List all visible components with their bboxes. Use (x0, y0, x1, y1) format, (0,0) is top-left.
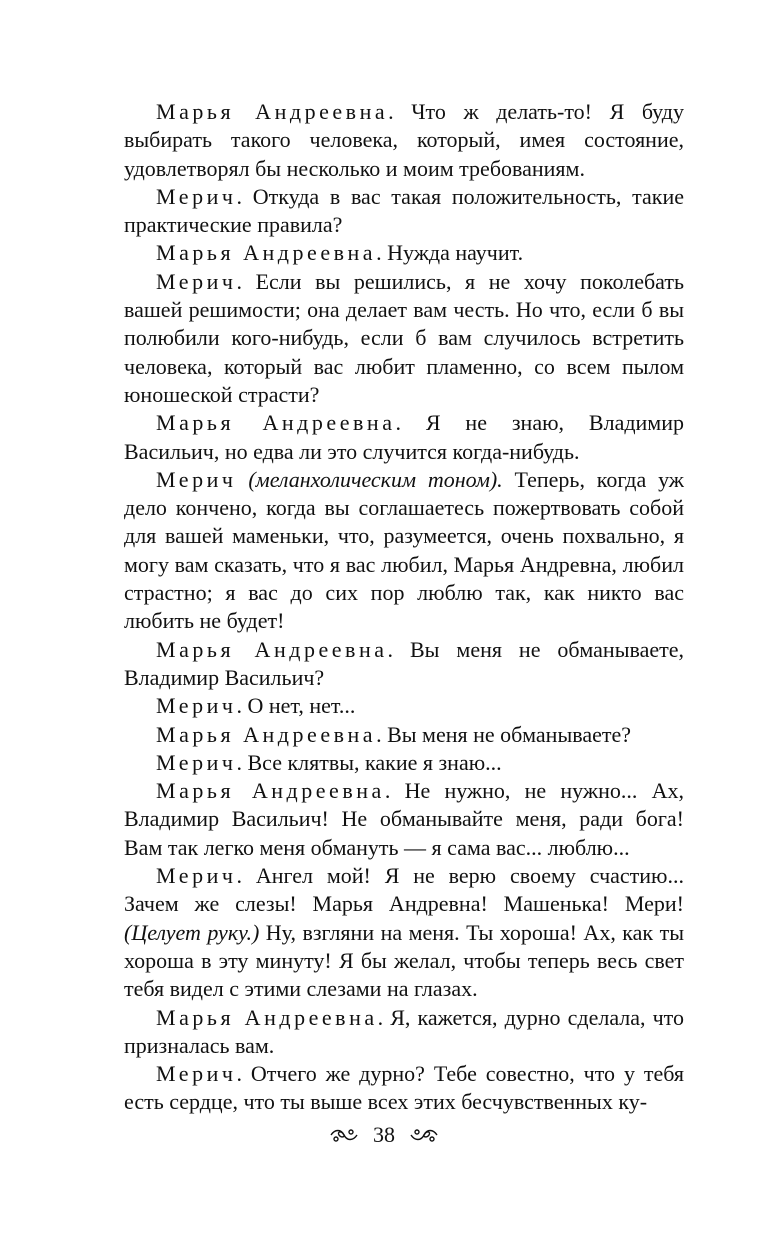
line-text: . О нет, нет... (236, 693, 356, 719)
dialogue-paragraph (124, 636, 684, 693)
dialogue-paragraph (124, 1004, 684, 1061)
line-text: . Вы меня не обманываете, Владимир Васильич? (124, 636, 684, 690)
dialogue-text (124, 98, 684, 1117)
speaker-name: Марья Андреевна (156, 240, 377, 266)
stage-direction: (Целует руку.) (124, 919, 260, 945)
dialogue-paragraph (124, 777, 684, 862)
line-text: . Я не знаю, Владимир Васильич, но едва ли это случится когда-нибудь. (124, 410, 684, 464)
line-text: . Что ж делать-то! Я буду выбирать такого человека, который, имея состояние, удовлетворял бы несколько и моим требованиям. (124, 99, 684, 181)
line-text: Ну, взгляни на меня. Ты хороша! Ах, как ты хороша в эту минуту! Я бы желал, чтобы теперь весь свет тебя видел с этими слезами на глазах. (124, 919, 684, 1002)
dialogue-paragraph (124, 268, 684, 409)
speaker-name: Марья Андреевна (156, 99, 389, 124)
line-text: . Не нужно, не нужно... Ах, Владимир Васильич! Не обманывайте меня, ради бога! Вам так легко меня обмануть — я сама вас... люблю... (124, 778, 684, 860)
dialogue-paragraph (124, 721, 684, 749)
speaker-name: Мерич (156, 268, 237, 294)
ornament-right-icon (409, 1126, 439, 1144)
dialogue-paragraph (124, 749, 684, 777)
speaker-name: Марья Андреевна (156, 721, 377, 747)
line-text: . Нужда научит. (376, 240, 524, 266)
ornament-left-icon (329, 1126, 359, 1144)
line-text: . Отчего же дурно? Тебе совестно, что у тебя есть сердце, что ты выше всех этих бесчувственных ку- (124, 1061, 684, 1115)
dialogue-paragraph (124, 98, 684, 183)
page-footer (0, 1122, 768, 1148)
line-text: . Все клятвы, какие я знаю... (236, 749, 502, 775)
speaker-name: Мерич (156, 863, 237, 889)
dialogue-paragraph (124, 692, 684, 720)
speaker-name: Мерич (156, 749, 237, 775)
line-text: . Ангел мой! Я не верю своему счастию... Зачем же слезы! Марья Андревна! Машенька! Мери! (124, 863, 684, 917)
dialogue-paragraph (124, 862, 684, 1003)
dialogue-paragraph (124, 466, 684, 636)
speaker-name: Мерич (156, 466, 237, 492)
speaker-name: Марья Андреевна (156, 636, 388, 662)
line-text: Теперь, когда уж дело кончено, когда вы соглашаетесь пожертвовать собой для вашей маменьки, что, разумеется, очень похвально, я могу вам сказать, что я вас любил, Марья Андревна, любил страстно; я вас до сих пор люблю так, как никто вас любить не будет! (124, 466, 685, 634)
dialogue-paragraph (124, 1060, 684, 1117)
page-number: 38 (373, 1122, 395, 1147)
speaker-name: Мерич (156, 1061, 237, 1087)
line-text: . Если вы решились, я не хочу поколебать вашей решимости; она делает вам честь. Но что, если б вы полюбили кого-нибудь, если б вам случилось встретить человека, который вас любит пламенно, со всем пылом юношеской страсти? (124, 268, 684, 407)
speaker-name: Марья Андреевна (156, 778, 385, 804)
speaker-name: Мерич (156, 693, 237, 719)
stage-direction: (меланхолическим тоном). (248, 466, 503, 492)
line-text: . Я, кажется, дурно сделала, что призналась вам. (124, 1004, 684, 1058)
speaker-name: Марья Андреевна (156, 410, 396, 436)
line-text: . Вы меня не обманываете? (376, 721, 632, 747)
line-text: . Откуда в вас такая положительность, такие практические правила? (124, 183, 684, 238)
line-text (236, 467, 248, 492)
speaker-name: Марья Андреевна (156, 1004, 378, 1030)
speaker-name: Мерич (156, 183, 237, 209)
dialogue-paragraph (124, 183, 684, 240)
dialogue-paragraph (124, 239, 684, 267)
dialogue-paragraph (124, 409, 684, 466)
